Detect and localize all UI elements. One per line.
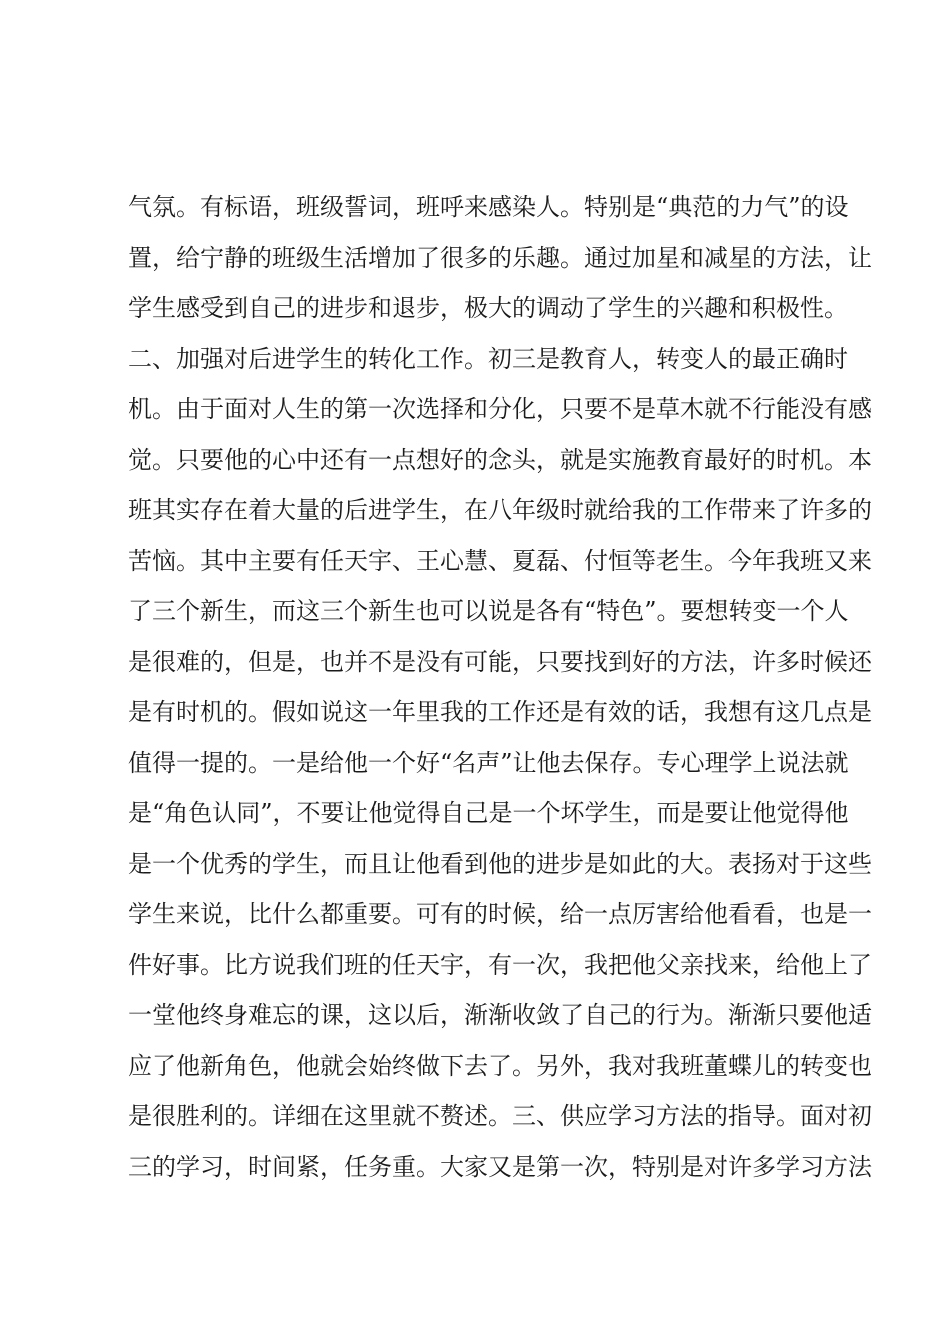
text-line-20: 三的学习，时间紧，任务重。大家又是第一次，特别是对许多学习方法 (128, 1152, 872, 1181)
text-line-7: 班其实存在着大量的后进学生，在八年级时就给我的工作带来了许多的 (128, 496, 872, 524)
text-line-15: 学生来说，比什么都重要。可有的时候，给一点厉害给他看看，也是一 (128, 900, 872, 928)
text-line-19: 是很胜利的。详细在这里就不赘述。三、供应学习方法的指导。面对初 (128, 1102, 872, 1130)
text-line-14: 是一个优秀的学生，而且让他看到他的进步是如此的大。表扬对于这些 (128, 849, 872, 878)
text-line-2: 置，给宁静的班级生活增加了很多的乐趣。通过加星和减星的方法，让 (128, 243, 872, 272)
text-line-9: 了三个新生，而这三个新生也可以说是各有“特色”。要想转变一个人 (128, 597, 849, 625)
text-line-12: 值得一提的。一是给他一个好“名声”让他去保存。专心理学上说法就 (128, 748, 849, 777)
text-line-18: 应了他新角色，他就会始终做下去了。另外，我对我班董蝶儿的转变也 (128, 1051, 872, 1080)
text-line-17: 一堂他终身难忘的课，这以后，渐渐收敛了自己的行为。渐渐只要他适 (128, 1001, 872, 1029)
text-line-8: 苦恼。其中主要有任天宇、王心慧、夏磊、付恒等老生。今年我班又来 (128, 546, 872, 575)
text-line-1: 气氛。有标语，班级誓词，班呼来感染人。特别是“典范的力气”的设 (128, 193, 849, 221)
text-line-16: 件好事。比方说我们班的任天宇，有一次，我把他父亲找来，给他上了 (128, 950, 872, 979)
text-line-11: 是有时机的。假如说这一年里我的工作还是有效的话，我想有这几点是 (128, 698, 872, 726)
text-line-6: 觉。只要他的心中还有一点想好的念头，就是实施教育最好的时机。本 (128, 445, 872, 474)
body-text (128, 182, 872, 1192)
text-line-3: 学生感受到自己的进步和退步，极大的调动了学生的兴趣和积极性。 (128, 294, 848, 322)
text-line-5: 机。由于面对人生的第一次选择和分化，只要不是草木就不行能没有感 (128, 395, 872, 423)
text-line-4: 二、加强对后进学生的转化工作。初三是教育人，转变人的最正确时 (128, 344, 848, 373)
text-line-13: 是“角色认同”，不要让他觉得自己是一个坏学生，而是要让他觉得他 (128, 799, 849, 827)
text-line-10: 是很难的，但是，也并不是没有可能，只要找到好的方法，许多时候还 (128, 647, 872, 676)
